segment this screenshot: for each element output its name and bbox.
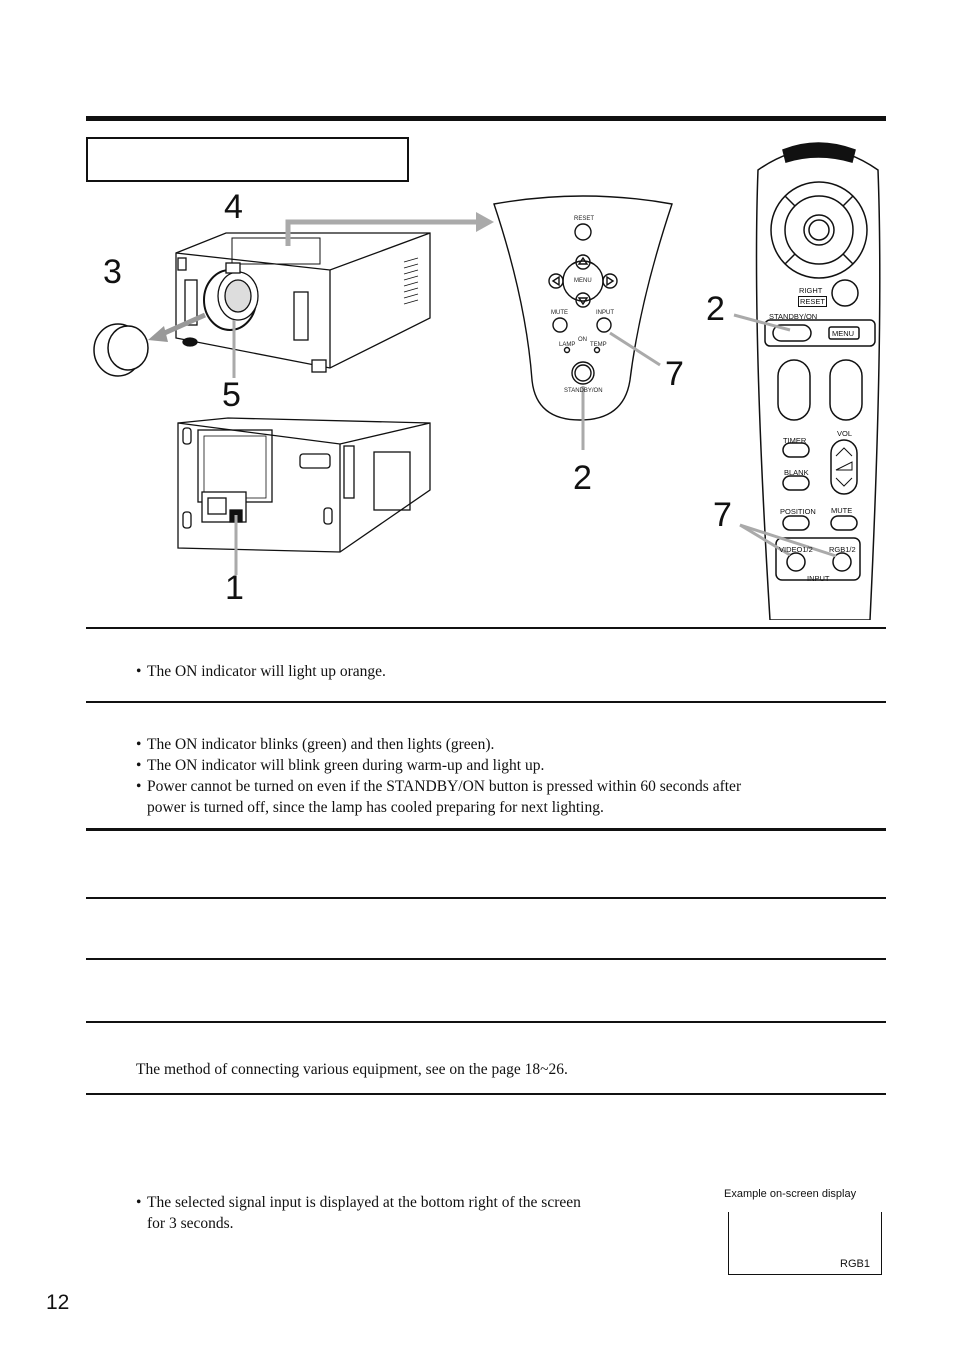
page-number: 12 (46, 1291, 70, 1314)
callout-2-panel: 2 (573, 459, 592, 497)
panel-mute-label: MUTE (551, 310, 568, 316)
callout-3: 3 (103, 253, 122, 291)
callout-4: 4 (224, 188, 243, 226)
callout-5: 5 (222, 376, 241, 414)
panel-reset-label: RESET (574, 216, 595, 222)
remote-reset-label: RESET (800, 297, 826, 306)
callout-1: 1 (225, 569, 244, 607)
section-rule-3 (86, 828, 886, 831)
remote-input-label: INPUT (807, 574, 830, 583)
projector-rear-illustration (178, 418, 430, 552)
callout-7-remote: 7 (713, 496, 732, 534)
remote-menu-label: MENU (832, 329, 855, 338)
top-rule (86, 116, 886, 121)
section6-text: The method of connecting various equipment, see on the page 18~26. (136, 1061, 568, 1078)
panel-temp-label: TEMP (590, 342, 607, 348)
panel-lamp-label: LAMP (559, 342, 576, 348)
remote-mute-label: MUTE (831, 506, 853, 515)
remote-position-label: POSITION (780, 507, 816, 516)
section7-bullet: • The selected signal input is displayed at the bottom right of the screen (136, 1194, 581, 1211)
section2-bullet-2: • The ON indicator will blink green during warm-up and light up. (136, 757, 545, 774)
remote-control-shape (757, 143, 880, 620)
section-rule-2 (86, 701, 886, 703)
callout-7-panel: 7 (665, 355, 684, 393)
projector-figure (80, 130, 890, 620)
remote-right-label: RIGHT (799, 286, 823, 295)
panel-input-label: INPUT (596, 310, 614, 316)
section-rule-4 (86, 897, 886, 899)
osd-caption: Example on-screen display (724, 1188, 857, 1200)
projector-front-illustration (176, 233, 430, 372)
remote-vol-label: VOL (837, 429, 853, 438)
section2-bullet-1: • The ON indicator blinks (green) and then lights (green). (136, 736, 495, 753)
panel-on-label: ON (578, 337, 587, 343)
callout-2-remote: 2 (706, 290, 725, 328)
remote-timer-label: TIMER (783, 436, 807, 445)
section7-bullet-cont: for 3 seconds. (147, 1215, 234, 1232)
section-rule-1 (86, 627, 886, 629)
panel-standby-label: STANDBY/ON (564, 388, 603, 394)
section2-bullet-3-cont: power is turned off, since the lamp has cooled preparing for next lighting. (147, 799, 604, 816)
panel-menu-label: MENU (574, 278, 592, 284)
remote-blank-label: BLANK (784, 468, 809, 477)
remote-video-label: VIDEO1/2 (779, 545, 813, 554)
remote-rgb-label: RGB1/2 (829, 545, 856, 554)
section-rule-6 (86, 1021, 886, 1023)
section-rule-5 (86, 958, 886, 960)
section2-bullet-3: • Power cannot be turned on even if the STANDBY/ON button is pressed within 60 seconds after (136, 778, 742, 795)
remote-standby-label: STANDBY/ON (769, 312, 818, 321)
section1-bullet: • The ON indicator will light up orange. (136, 663, 386, 680)
section-rule-7 (86, 1093, 886, 1095)
osd-value: RGB1 (840, 1258, 870, 1270)
